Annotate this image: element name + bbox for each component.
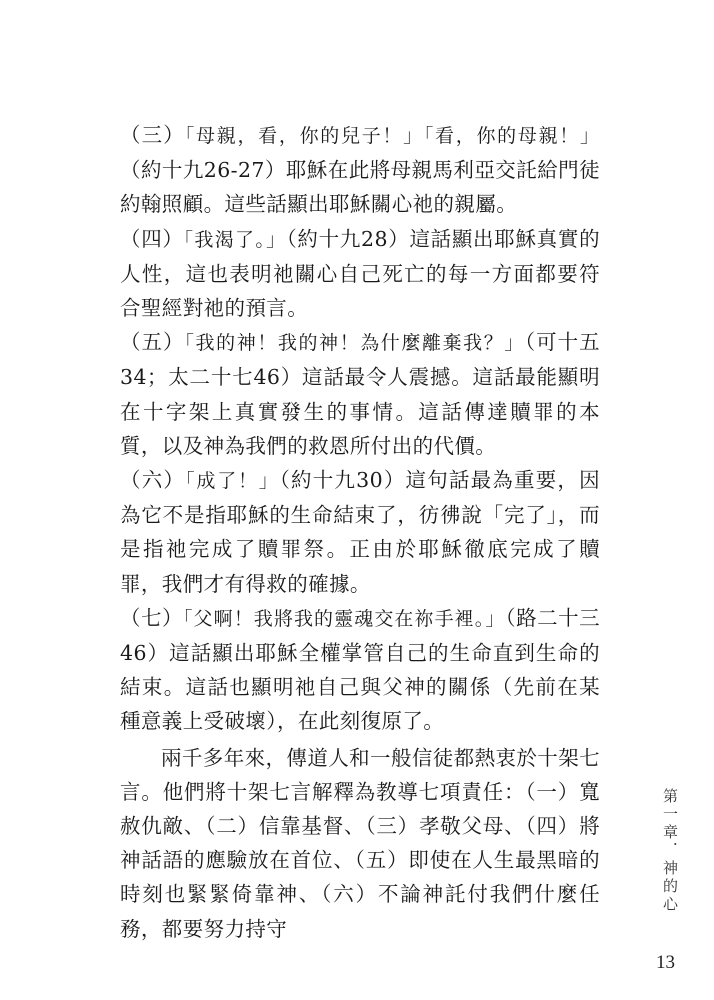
page-body bbox=[120, 118, 600, 946]
closing-paragraph: 兩千多年來，傳道人和一般信徒都熱衷於十架七言。他們將十架七言解釋為教導七項責任：（一）寬赦仇敵、（二）信靠基督、（三）孝敬父母、（四）將神話語的應驗放在首位、（五）即使在人生最黑暗的時刻也緊緊倚靠神、（六）不論神託付我們什麼任務，都要努力持守 bbox=[120, 745, 600, 941]
running-header: 第一章．神的心 bbox=[661, 788, 679, 914]
saying-text: （約十九26-27）耶穌在此將母親馬利亞交託給門徒約翰照顧。這些話顯出耶穌關心祂的親屬。 bbox=[120, 158, 600, 217]
saying-text: （約十九30）這句話最為重要，因為它不是指耶穌的生命結束了，彷彿說「完了」，而是指祂完成了贖罪祭。正由於耶穌徹底完成了贖罪，我們才有得救的確據。 bbox=[120, 468, 600, 596]
saying-five bbox=[120, 325, 600, 463]
saying-label: （四） bbox=[120, 226, 184, 251]
saying-text: （路二十三46）這話顯出耶穌全權掌管自己的生命直到生命的結束。這話也顯明祂自己與父神的關係（先前在某種意義上受破壞），在此刻復原了。 bbox=[120, 605, 601, 734]
saying-label: （五） bbox=[120, 330, 185, 355]
saying-label: （六） bbox=[120, 468, 186, 493]
saying-six bbox=[120, 463, 600, 601]
saying-quote: 「父啊！我將我的靈魂交在祢手裡。」 bbox=[182, 607, 506, 630]
saying-three bbox=[120, 118, 600, 222]
saying-text: （可十五34；太二十七46）這話最令人震撼。這話最能顯明在十字架上真實發生的事情。這話傳達贖罪的本質，以及神為我們的救恩所付出的代價。 bbox=[120, 330, 600, 458]
page-number: 13 bbox=[656, 952, 675, 973]
saying-seven bbox=[120, 601, 600, 739]
saying-four bbox=[120, 222, 600, 326]
saying-label: （七） bbox=[120, 605, 183, 630]
saying-quote: 「母親，看，你的兒子！」「看，你的母親！」 bbox=[184, 125, 600, 147]
saying-quote: 「我的神！我的神！為什麼離棄我？」 bbox=[184, 332, 525, 355]
saying-quote: 「成了！」 bbox=[185, 470, 280, 493]
saying-quote: 「我渴了。」 bbox=[183, 228, 287, 251]
saying-text: （約十九28）這話顯出耶穌真實的人性，這也表明祂關心自己死亡的每一方面都要符合聖經對祂的預言。 bbox=[120, 226, 600, 321]
saying-label: （三） bbox=[120, 123, 185, 147]
